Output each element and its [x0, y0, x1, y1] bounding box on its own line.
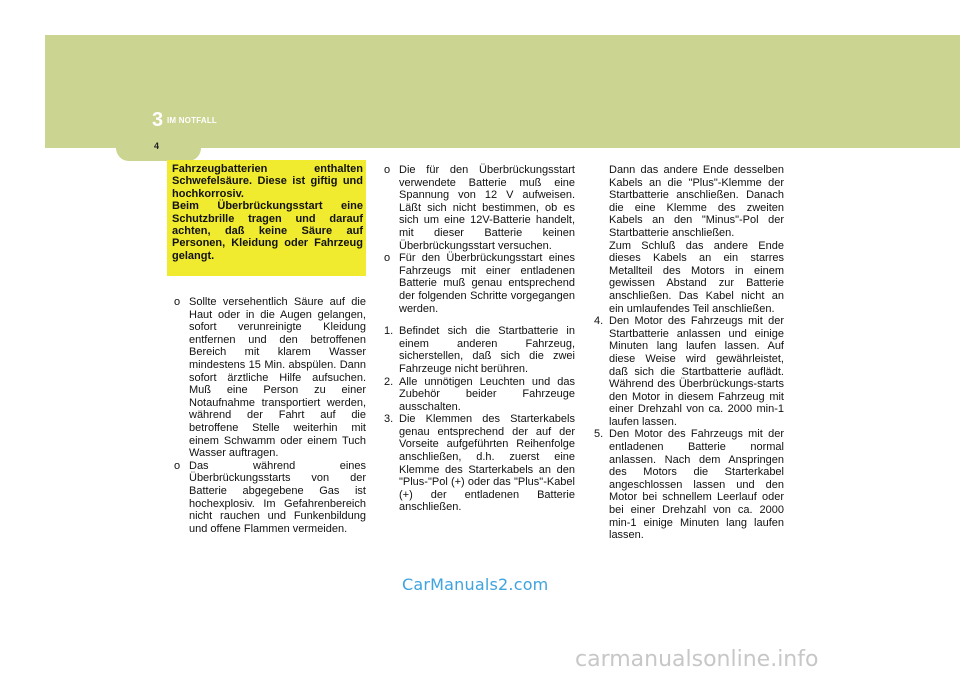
step-item — [594, 428, 784, 541]
step-number: 2. — [384, 375, 394, 388]
item-text: Sollte versehentlich Säure auf die Haut oder in die Augen gelangen, sofort verunreinigte Kleidung entfernen und den betroffenen Bereich mit klarem Wasser mindestens 15 Min. abspülen. Dann sofort ärztliche Hilfe aufsuchen. Muß eine Person zu einer Notaufnahme transportiert werden, während der Fahrt auf die betroffene Stelle weiterhin mit einem Schwamm oder einem Tuch Wasser auftragen. — [189, 296, 366, 460]
bullet-marker: o — [384, 164, 391, 176]
list-item — [384, 252, 575, 315]
step-item — [594, 315, 784, 428]
list-item — [384, 164, 575, 252]
warning-box — [167, 160, 366, 276]
step-number: 4. — [594, 315, 604, 328]
step-item — [384, 325, 575, 375]
page-number: 4 — [154, 141, 160, 151]
chapter-number: 3 — [152, 109, 164, 131]
step-number: 1. — [384, 325, 394, 338]
column-3 — [594, 164, 784, 542]
bullet-marker: o — [174, 296, 181, 308]
bullet-marker: o — [174, 459, 181, 472]
step-item — [384, 376, 575, 414]
step-text: Die Klemmen des Starterkabels genau entsprechend der auf der Vorseite aufgeführten Reihenfolge anschließen, d.h. zuerst eine Klemme des Starterkabels an den "Plus-"Pol (+) oder das "Plus"-Kabel (+) der entladenen Batterie anschließen. — [399, 413, 575, 514]
warning-line: Fahrzeugbatterien enthalten Schwefelsäure. Diese ist giftig und hochkorrosiv. — [172, 163, 363, 200]
step-text: Den Motor des Fahrzeugs mit der Startbatterie anlassen und einige Minuten lang laufen lassen. Auf diese Weise wird gewährleistet, daß sich die Startbatterie auflädt. Während des Überbrückungs-starts den Motor in diesem Fahrzeug mit einer Drehzahl von ca. 2000 min-1 laufen lassen. — [609, 315, 784, 428]
bullet-marker: o — [384, 252, 391, 265]
watermark-carmanualsonline[interactable]: carmanualsonline.info — [575, 647, 819, 672]
step-continuation: Dann das andere Ende desselben Kabels an die "Plus"-Klemme der Startbatterie anschließen. Danach die eine Klemme des zweiten Kabels an den "Minus"-Pol der Startbatterie anschließen. — [609, 164, 784, 239]
step-item — [384, 413, 575, 514]
step-number: 3. — [384, 413, 394, 426]
header-band — [45, 35, 960, 148]
watermark-carmanuals2[interactable]: CarManuals2.com — [402, 575, 549, 594]
column-2 — [384, 164, 575, 514]
column-1 — [174, 296, 366, 535]
list-item — [174, 460, 366, 536]
step-text: Alle unnötigen Leuchten und das Zubehör beider Fahrzeuge ausschalten. — [399, 375, 575, 413]
list-item — [174, 296, 366, 460]
item-text: Für den Überbrückungsstart eines Fahrzeugs mit einer entladenen Batterie muß genau entsprechend der folgenden Schritte vorgegangen werden. — [399, 252, 575, 315]
step-text: Den Motor des Fahrzeugs mit der entladenen Batterie normal anlassen. Nach dem Anspringen des Motors die Starterkabel angeschlossen lassen und den Motor bei schnellem Leerlauf oder bei einer Drehzahl von ca. 2000 min-1 einige Minuten lang laufen lassen. — [609, 428, 784, 542]
step-number: 5. — [594, 428, 604, 441]
step-continuation: Zum Schluß das andere Ende dieses Kabels an ein starres Metallteil des Motors in einem gewissen Abstand zur Batterie anschließen. Das Kabel nicht an ein umlaufendes Teil anschließen. — [609, 239, 784, 315]
warning-line: Beim Überbrückungsstart eine Schutzbrille tragen und darauf achten, daß keine Säure auf Personen, Kleidung oder Fahrzeug gelangt. — [172, 200, 363, 262]
chapter-title: IM NOTFALL — [167, 116, 217, 125]
item-text: Das während eines Überbrückungsstarts von der Batterie abgegebene Gas ist hochexplosiv. Im Gefahrenbereich nicht rauchen und Funkenbildung und offene Flammen vermeiden. — [189, 459, 366, 535]
item-text: Die für den Überbrückungsstart verwendete Batterie muß eine Spannung von 12 V aufweisen. Läßt sich nicht bestimmen, ob es sich um eine 12V-Batterie handelt, mit dieser Batterie keinen Überbrückungsstart versuchen. — [399, 164, 575, 252]
step-text: Befindet sich die Startbatterie in einem anderen Fahrzeug, sicherstellen, daß sich die zwei Fahrzeuge nicht berühren. — [399, 325, 575, 375]
